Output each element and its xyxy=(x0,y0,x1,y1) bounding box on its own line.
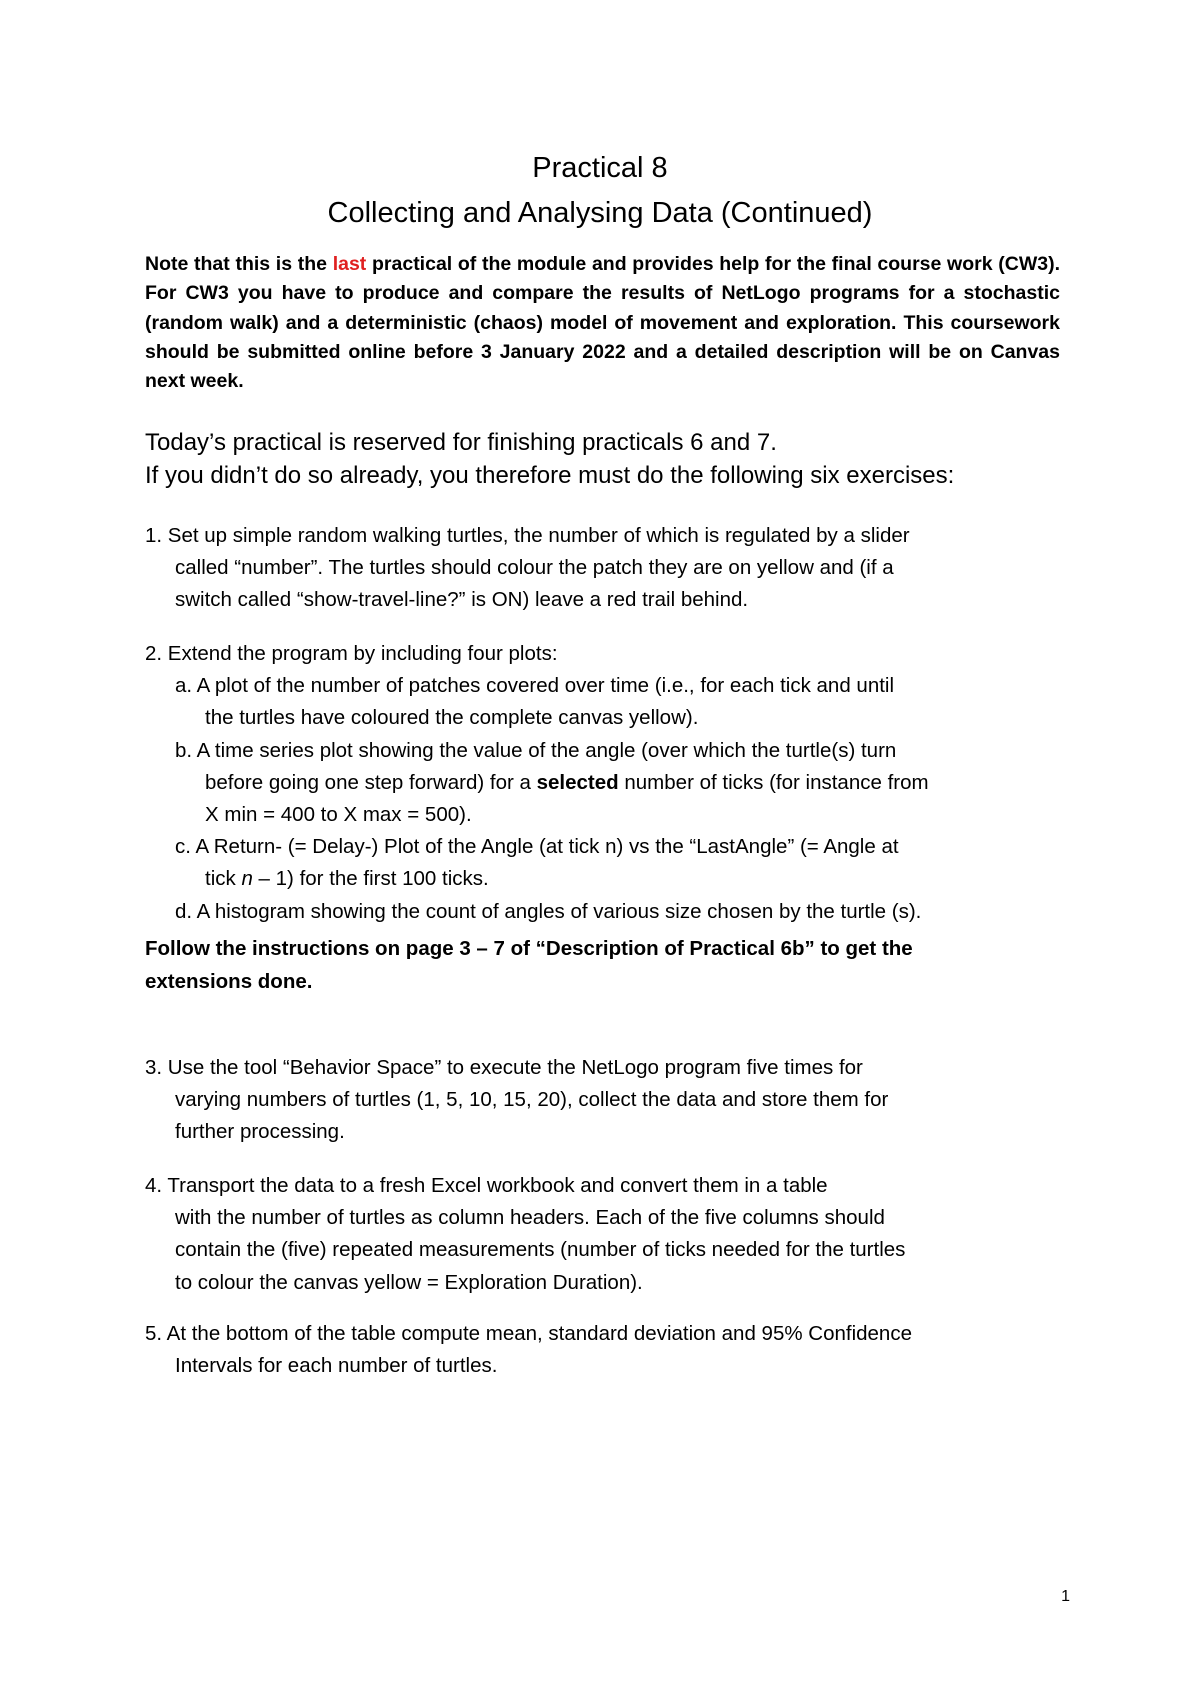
exercise-line: 4. Transport the data to a fresh Excel workbook and convert them in a table xyxy=(145,1174,828,1197)
page-subtitle: Collecting and Analysing Data (Continued) xyxy=(327,197,873,229)
exercise-line: 1. Set up simple random walking turtles, the number of which is regulated by a slider xyxy=(145,524,910,547)
intro-line: Today’s practical is reserved for finishing practicals 6 and 7. xyxy=(145,429,777,456)
sub-item-d: d. A histogram showing the count of angles of various size chosen by the turtle (s). xyxy=(175,899,922,923)
exercise-line: 2. Extend the program by including four plots: xyxy=(145,642,558,665)
exercise-line: to colour the canvas yellow = Exploration Duration). xyxy=(175,1270,643,1294)
exercise-line: called “number”. The turtles should colour the patch they are on yellow and (if a xyxy=(175,556,894,580)
exercise-line: varying numbers of turtles (1, 5, 10, 15, 20), collect the data and store them for xyxy=(175,1088,889,1112)
note-suffix: practical of the module and provides help for the final course work (CW3). For CW3 you have to produce and compare the results of NetLogo programs for a stochastic (random walk) and a deterministic (chaos) model of movement and exploration. This coursework should be submitted online before 3 January 2022 and a detailed description will be on Canvas next week. xyxy=(145,253,1060,393)
page-number: 1 xyxy=(1061,1588,1070,1605)
sub-item-b-text: number of ticks (for instance from xyxy=(618,770,929,794)
intro-line: If you didn’t do so already, you therefore must do the following six exercises: xyxy=(145,462,955,489)
intro-section xyxy=(145,426,1075,492)
sub-item-c-text: tick xyxy=(205,867,242,891)
exercise-line: contain the (five) repeated measurements (number of ticks needed for the turtles xyxy=(175,1238,906,1262)
follow-instructions xyxy=(145,932,1060,998)
exercise-line: switch called “show-travel-line?” is ON) leave a red trail behind. xyxy=(175,588,749,612)
sub-item-b-text: before going one step forward) for a xyxy=(205,770,537,794)
exercise-4 xyxy=(145,1170,1060,1299)
sub-item-c-text: – 1) for the first 100 ticks. xyxy=(252,867,489,891)
sub-item-a: a. A plot of the number of patches covered over time (i.e., for each tick and until xyxy=(175,674,895,698)
exercise-5 xyxy=(145,1318,1060,1382)
note-highlight: last xyxy=(332,253,367,275)
sub-item-a-cont: the turtles have coloured the complete canvas yellow). xyxy=(205,706,699,730)
exercise-line: with the number of turtles as column headers. Each of the five columns should xyxy=(175,1206,885,1230)
emphasis-selected: selected xyxy=(536,770,619,794)
follow-line: extensions done. xyxy=(145,970,313,993)
sub-item-c: c. A Return- (= Delay-) Plot of the Angle (at tick n) vs the “LastAngle” (= Angle at xyxy=(175,835,899,859)
exercise-3 xyxy=(145,1052,1060,1149)
exercise-line: further processing. xyxy=(175,1120,345,1144)
exercise-2 xyxy=(145,638,1060,928)
sub-item-c-cont xyxy=(145,863,1060,895)
exercise-line: 5. At the bottom of the table compute mean, standard deviation and 95% Confidence xyxy=(145,1322,912,1345)
note-prefix: Note that this is the xyxy=(145,253,333,275)
page-title: Practical 8 xyxy=(532,152,668,184)
exercise-line: 3. Use the tool “Behavior Space” to execute the NetLogo program five times for xyxy=(145,1056,863,1079)
course-note xyxy=(145,250,1060,396)
italic-n: n xyxy=(241,867,253,891)
follow-line: Follow the instructions on page 3 – 7 of “Description of Practical 6b” to get the xyxy=(145,937,913,960)
exercise-1 xyxy=(145,520,1060,617)
sub-item-b: b. A time series plot showing the value of the angle (over which the turtle(s) turn xyxy=(175,738,897,762)
sub-item-b-cont: X min = 400 to X max = 500). xyxy=(205,803,472,827)
exercise-line: Intervals for each number of turtles. xyxy=(175,1354,498,1378)
sub-item-b-cont xyxy=(145,767,1060,799)
